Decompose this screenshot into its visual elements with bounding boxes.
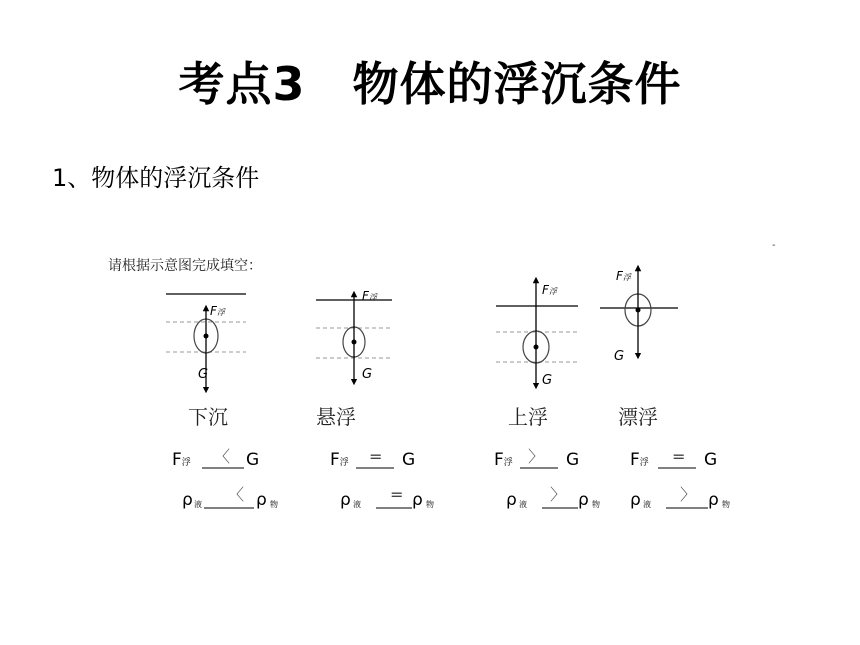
- density-compare-suspended: [340, 485, 434, 510]
- center-dot: [534, 345, 539, 350]
- section-heading: 1、物体的浮沉条件: [52, 164, 260, 192]
- comparison-symbol: 〉: [550, 485, 567, 504]
- svg-text:G: G: [566, 450, 580, 470]
- comparison-symbol: 〉: [528, 447, 545, 466]
- buoyancy-label: F浮: [542, 283, 557, 297]
- density-comparison-row: [182, 485, 730, 510]
- svg-text:物: 物: [270, 500, 278, 509]
- force-comparison-row: [172, 447, 717, 470]
- svg-text:液: 液: [643, 500, 651, 509]
- svg-text:ρ: ρ: [182, 490, 193, 510]
- slide-title: 考点3 物体的浮沉条件: [178, 57, 682, 111]
- comparison-symbol: =: [369, 447, 383, 466]
- state-name-rising: 上浮: [508, 405, 548, 429]
- comparison-symbol: =: [390, 485, 404, 504]
- center-dot: [204, 334, 209, 339]
- force-compare-floating: [630, 447, 717, 470]
- buoyancy-label: F浮: [362, 289, 377, 303]
- svg-text:G: G: [704, 450, 718, 470]
- state-name-floating: 漂浮: [618, 405, 658, 429]
- svg-text:ρ: ρ: [708, 490, 719, 510]
- corner-mark: -: [772, 240, 776, 251]
- svg-text:ρ: ρ: [578, 490, 589, 510]
- density-compare-floating: [630, 485, 730, 510]
- comparison-symbol: 〈: [214, 447, 231, 466]
- state-name-suspended: 悬浮: [316, 405, 356, 429]
- svg-text:ρ: ρ: [412, 490, 423, 510]
- instruction-text: 请根据示意图完成填空：: [108, 258, 262, 274]
- comparison-symbol: 〉: [680, 485, 697, 504]
- comparison-symbol: 〈: [228, 485, 245, 504]
- svg-text:物: 物: [722, 500, 730, 509]
- rising-diagram: [496, 280, 578, 388]
- force-compare-rising: [494, 447, 579, 470]
- center-dot: [636, 308, 641, 313]
- gravity-label: G: [362, 367, 373, 382]
- buoyancy-label: F浮: [616, 269, 631, 283]
- buoyancy-label: F浮: [210, 304, 225, 318]
- comparison-symbol: =: [672, 447, 686, 466]
- svg-text:ρ: ρ: [256, 490, 267, 510]
- svg-text:液: 液: [519, 500, 527, 509]
- density-compare-rising: [506, 485, 600, 510]
- svg-text:G: G: [246, 450, 260, 470]
- gravity-label: G: [542, 373, 553, 388]
- gravity-label: G: [198, 367, 209, 382]
- svg-text:F浮: F浮: [172, 450, 191, 470]
- force-compare-sinking: [172, 447, 259, 470]
- floating-sinking-figure: [104, 240, 804, 530]
- force-compare-suspended: [330, 447, 415, 470]
- diagram-svg: [104, 240, 804, 530]
- suspended-diagram: [316, 289, 392, 382]
- center-dot: [352, 340, 357, 345]
- svg-text:液: 液: [194, 500, 202, 509]
- svg-text:F浮: F浮: [630, 450, 649, 470]
- floating-diagram: [600, 268, 678, 364]
- svg-text:G: G: [402, 450, 416, 470]
- svg-text:ρ: ρ: [506, 490, 517, 510]
- svg-text:物: 物: [592, 500, 600, 509]
- state-name-sinking: 下沉: [188, 405, 228, 429]
- svg-text:F浮: F浮: [330, 450, 349, 470]
- gravity-label: G: [614, 349, 625, 364]
- svg-text:物: 物: [426, 500, 434, 509]
- svg-text:ρ: ρ: [630, 490, 641, 510]
- sinking-diagram: [166, 294, 246, 390]
- svg-text:液: 液: [353, 500, 361, 509]
- svg-text:ρ: ρ: [340, 490, 351, 510]
- density-compare-sinking: [182, 485, 278, 510]
- svg-text:F浮: F浮: [494, 450, 513, 470]
